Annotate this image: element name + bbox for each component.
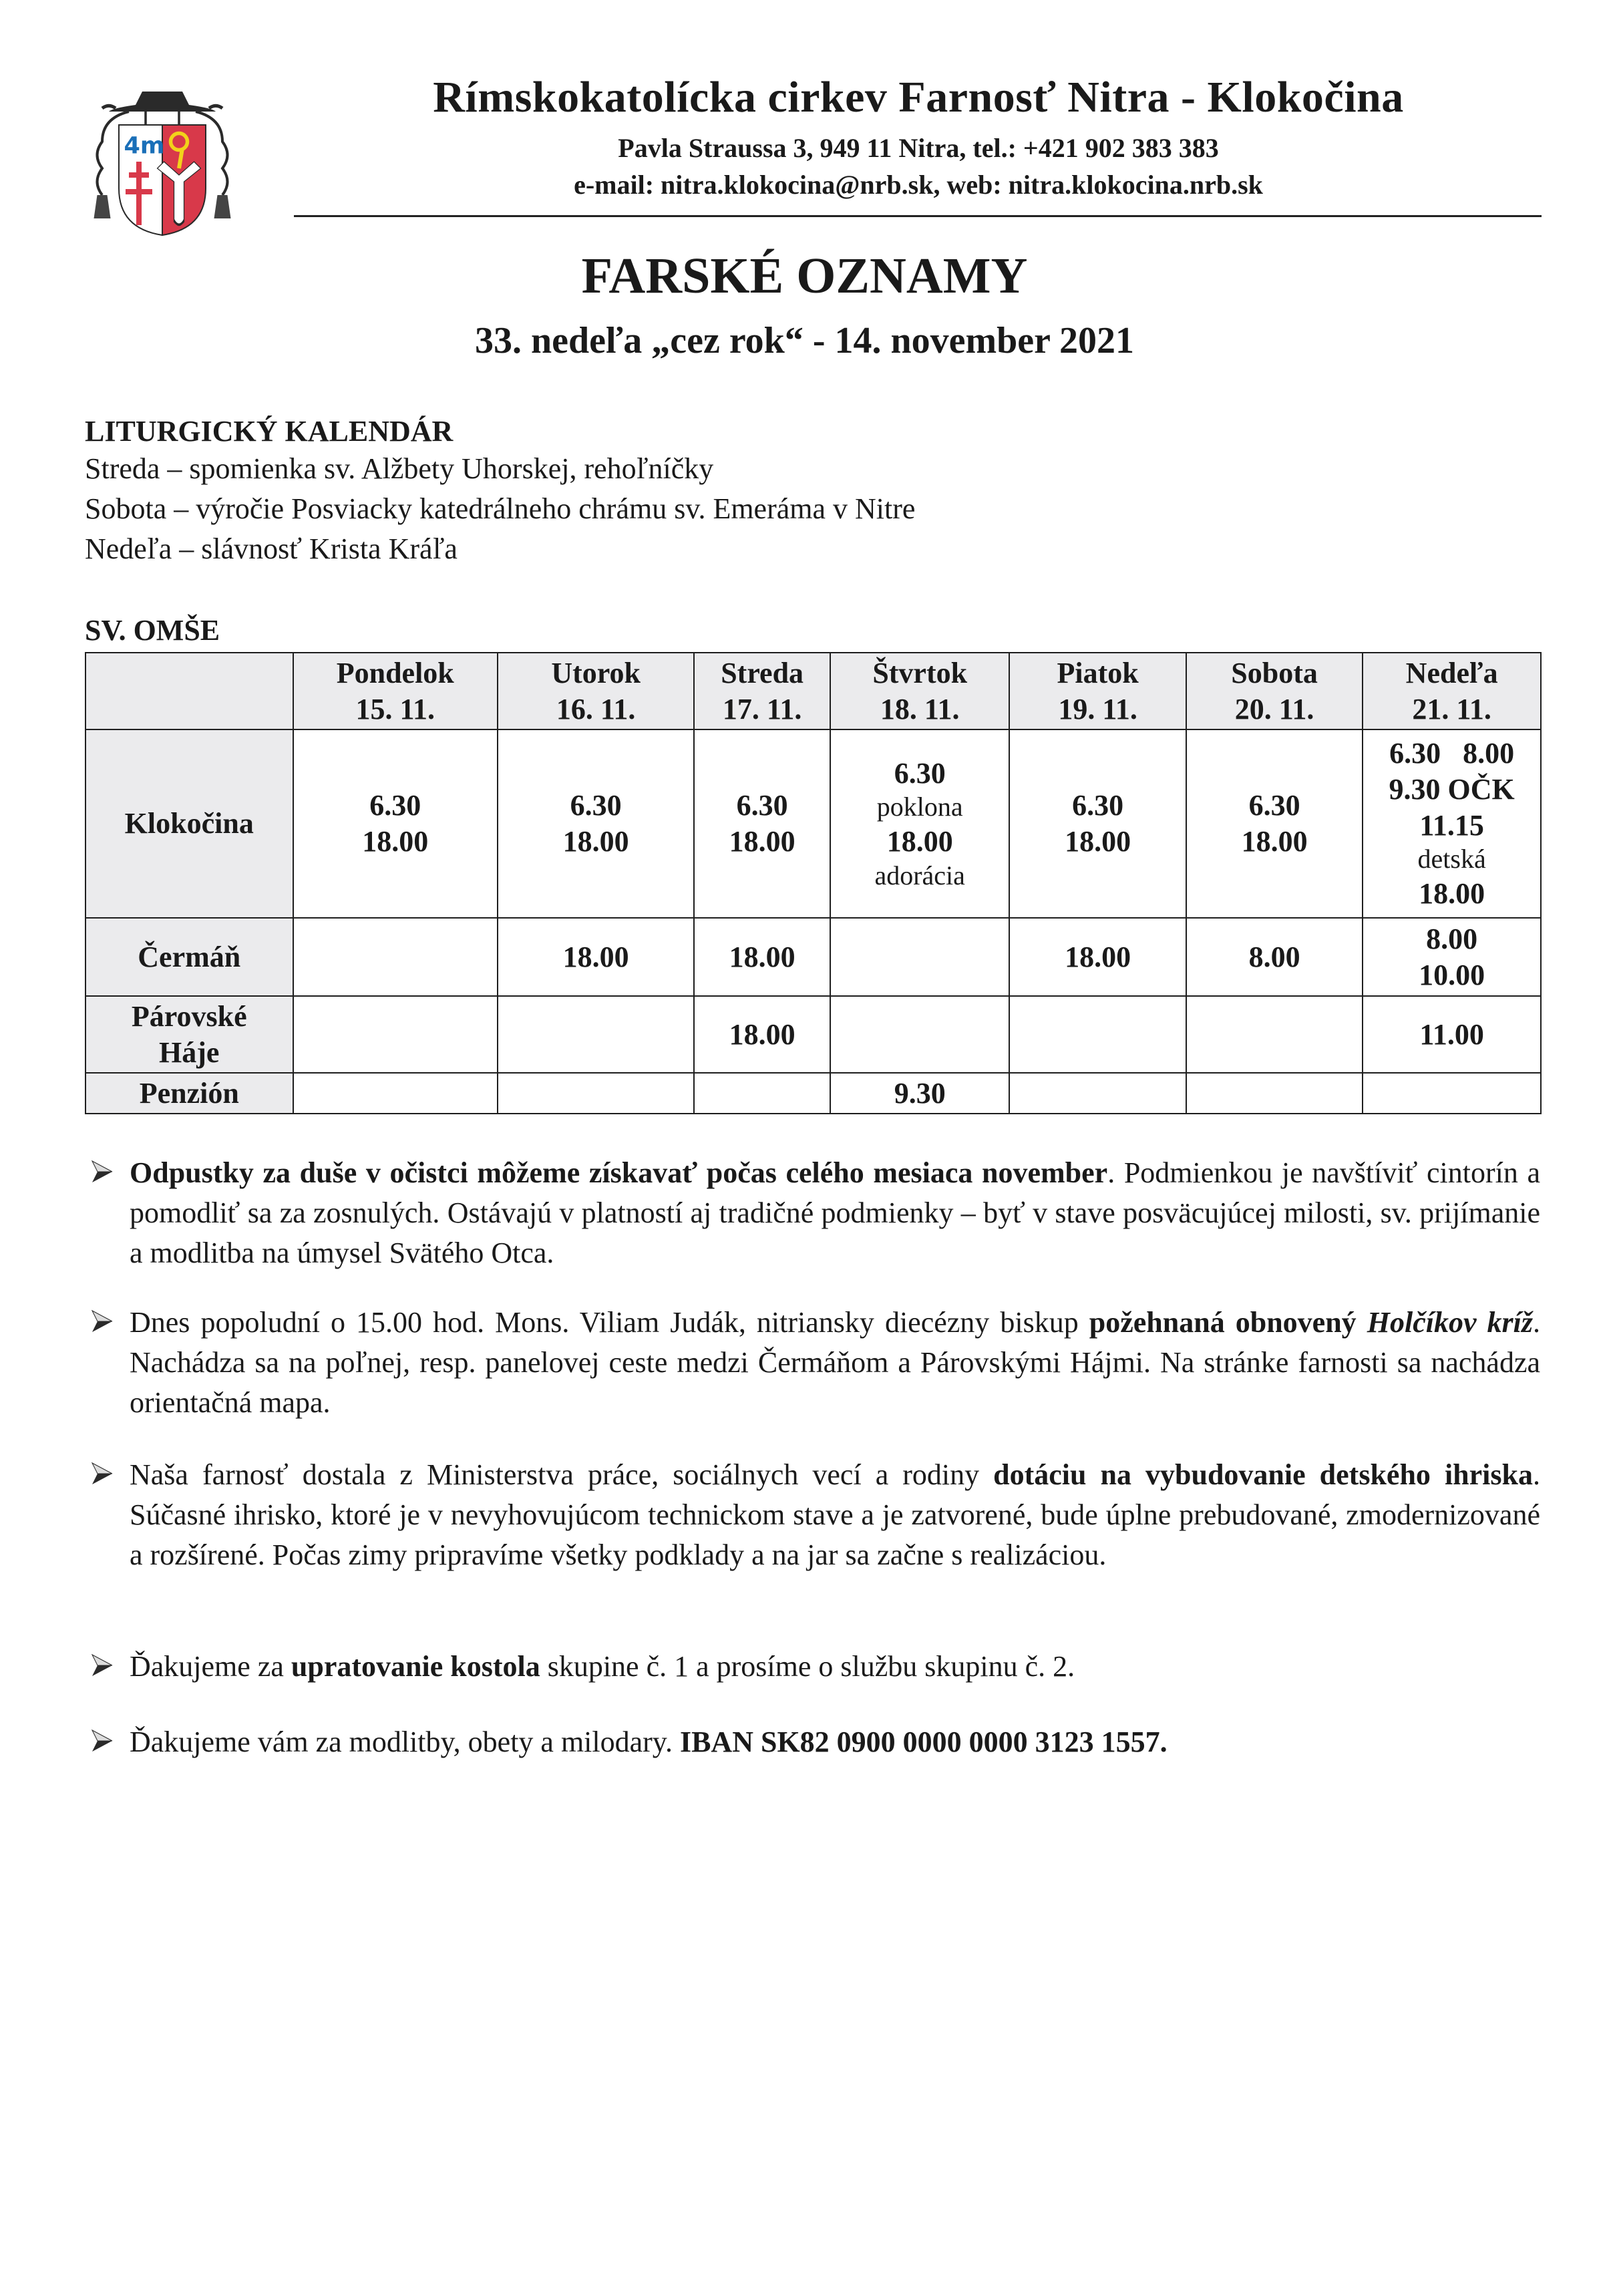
mass-cell (830, 1073, 1009, 1114)
mass-time: 10.00 (1419, 958, 1485, 991)
mass-cell (1186, 729, 1363, 918)
date-label: 17. 11. (722, 692, 802, 725)
place-cell (85, 996, 293, 1073)
mass-cell (498, 918, 694, 996)
mass-time: 9.30 OČK (1389, 772, 1515, 806)
mass-cell (694, 996, 830, 1073)
mass-cell (694, 918, 830, 996)
mass-time: 6.30 (1248, 789, 1300, 822)
arrowhead-bullet-icon (91, 1460, 114, 1487)
day-label: Štvrtok (872, 656, 968, 689)
mass-time: 18.00 (1419, 877, 1485, 911)
mass-schedule-table (85, 652, 1542, 1114)
place-cell: Čermáň (85, 918, 293, 996)
announcement-text (130, 1722, 1540, 1762)
column-header-tuesday (498, 653, 694, 729)
table-row-penzion (85, 1073, 1541, 1114)
table-corner-cell (85, 653, 293, 729)
arrowhead-bullet-icon (91, 1728, 114, 1754)
announcement-body: skupine č. 1 a prosíme o službu skupinu č. 2. (540, 1650, 1075, 1683)
announcement-item (91, 1455, 1540, 1575)
organization-contact: e-mail: nitra.klokocina@nrb.sk, web: nitra.klokocina.nrb.sk (574, 170, 1263, 200)
announcement-item (91, 1647, 1540, 1687)
arrowhead-bullet-icon (91, 1158, 114, 1185)
mass-cell (830, 996, 1009, 1073)
announcement-emphasis: požehnaná obnovený (1089, 1306, 1357, 1339)
mass-cell (498, 996, 694, 1073)
mass-cell (293, 729, 498, 918)
announcement-body: Dnes popoludní o 15.00 hod. Mons. Viliam Judák, nitriansky diecézny biskup (130, 1306, 1089, 1339)
parish-coat-of-arms-icon (79, 75, 246, 242)
mass-note: poklona (876, 792, 963, 822)
announcement-item (91, 1303, 1540, 1423)
announcement-body: Ďakujeme vám za modlitby, obety a milodary. (130, 1726, 680, 1758)
announcement-text (130, 1455, 1540, 1575)
header-divider (294, 215, 1542, 217)
mass-time: 18.00 (729, 825, 795, 858)
table-row-klokocina (85, 729, 1541, 918)
mass-time: 6.30 8.00 (1389, 737, 1515, 770)
liturgical-calendar-item: Streda – spomienka sv. Alžbety Uhorskej, rehoľníčky (85, 452, 714, 485)
mass-time: 6.30 (894, 756, 946, 790)
date-label: 15. 11. (355, 692, 435, 725)
mass-cell (1186, 918, 1363, 996)
announcement-italic: Holčíkov kríž (1367, 1306, 1534, 1339)
announcement-body: Ďakujeme za (130, 1650, 291, 1683)
mass-time: 8.00 (1248, 940, 1300, 973)
mass-cell (293, 1073, 498, 1114)
date-label: 19. 11. (1058, 692, 1137, 725)
masses-heading: SV. OMŠE (85, 614, 220, 647)
mass-time: 11.15 (1419, 808, 1484, 842)
mass-cell (830, 918, 1009, 996)
day-label: Pondelok (336, 656, 454, 689)
column-header-thursday (830, 653, 1009, 729)
date-label: 20. 11. (1234, 692, 1314, 725)
place-cell: Klokočina (85, 729, 293, 918)
mass-time: 18.00 (1065, 825, 1131, 858)
mass-cell (1186, 996, 1363, 1073)
mass-time: 6.30 (369, 789, 421, 822)
place-cell: Penzión (85, 1073, 293, 1114)
place-label: Párovské (131, 999, 247, 1033)
mass-cell (694, 1073, 830, 1114)
mass-time: 18.00 (362, 825, 429, 858)
mass-cell (293, 996, 498, 1073)
liturgical-calendar-item: Sobota – výročie Posviacky katedrálneho chrámu sv. Emeráma v Nitre (85, 492, 916, 525)
announcement-item (91, 1153, 1540, 1273)
column-header-sunday (1363, 653, 1541, 729)
mass-time: 6.30 (570, 789, 622, 822)
column-header-wednesday (694, 653, 830, 729)
announcement-body: . Súčasné ihrisko, ktoré je v nevyhovujúcom technickom stave a je zatvorené, bude úplne prebudované, zmodernizované a rozšírené. Počas zimy pripravíme všetky podklady a na jar sa začne s realizáciou. (130, 1458, 1540, 1571)
mass-cell (1009, 996, 1186, 1073)
arrowhead-bullet-icon (91, 1652, 114, 1679)
mass-time: 6.30 (1072, 789, 1124, 822)
organization-address: Pavla Straussa 3, 949 11 Nitra, tel.: +421 902 383 383 (618, 133, 1219, 163)
announcement-emphasis: IBAN SK82 0900 0000 0000 3123 1557. (679, 1726, 1168, 1758)
announcement-body: Naša farnosť dostala z Ministerstva práce, sociálnych vecí a rodiny (130, 1458, 994, 1491)
mass-cell (498, 1073, 694, 1114)
column-header-monday (293, 653, 498, 729)
mass-cell (498, 729, 694, 918)
mass-time: 11.00 (1419, 1017, 1484, 1051)
mass-cell (293, 918, 498, 996)
day-label: Sobota (1231, 656, 1318, 689)
date-label: 16. 11. (556, 692, 636, 725)
mass-time: 18.00 (1241, 825, 1308, 858)
announcement-item (91, 1722, 1540, 1762)
announcement-emphasis: Odpustky za duše v očistci môžeme získavať počas celého mesiaca november (130, 1156, 1108, 1189)
mass-cell (1363, 918, 1541, 996)
mass-cell (830, 729, 1009, 918)
mass-time: 8.00 (1426, 922, 1478, 955)
column-header-saturday (1186, 653, 1363, 729)
mass-cell (1363, 1073, 1541, 1114)
table-row-cerman (85, 918, 1541, 996)
mass-cell (1009, 729, 1186, 918)
announcement-text (130, 1647, 1540, 1687)
day-label: Utorok (551, 656, 641, 689)
mass-cell (1009, 918, 1186, 996)
column-header-friday (1009, 653, 1186, 729)
arrowhead-bullet-icon (91, 1308, 114, 1335)
day-label: Nedeľa (1405, 656, 1498, 689)
svg-text:4m: 4m (124, 132, 165, 160)
mass-note: detská (1417, 844, 1486, 874)
mass-time: 18.00 (1065, 940, 1131, 973)
mass-time: 6.30 (736, 789, 788, 822)
mass-cell (1186, 1073, 1363, 1114)
document-title: FARSKÉ OZNAMY (581, 248, 1028, 304)
announcement-emphasis: upratovanie kostola (291, 1650, 540, 1683)
place-label: Háje (159, 1035, 220, 1069)
mass-cell (694, 729, 830, 918)
announcement-body: . Podmienkou je navštíviť cintorín a pomodliť sa za zosnulých. Ostávajú v platností aj tradičné podmienky – byť v stave posväcujúcej milosti, sv. prijímanie a modlitba na úmysel Svätého Otca. (130, 1156, 1540, 1269)
announcement-text (130, 1153, 1540, 1273)
announcement-text (130, 1303, 1540, 1423)
mass-time: 18.00 (729, 940, 795, 973)
document-subtitle: 33. nedeľa „cez rok“ - 14. november 2021 (475, 320, 1134, 361)
mass-cell (1363, 996, 1541, 1073)
mass-time: 9.30 (894, 1076, 946, 1110)
liturgical-calendar-heading: LITURGICKÝ KALENDÁR (85, 415, 454, 448)
table-header-row (85, 653, 1541, 729)
table-row-parovske-haje (85, 996, 1541, 1073)
mass-note: adorácia (874, 860, 965, 890)
mass-time: 18.00 (729, 1017, 795, 1051)
mass-time: 18.00 (562, 940, 629, 973)
day-label: Streda (721, 656, 804, 689)
announcement-emphasis: dotáciu na vybudovanie detského ihriska (993, 1458, 1533, 1491)
organization-title: Rímskokatolícka cirkev Farnosť Nitra - Klokočina (433, 73, 1404, 122)
mass-cell (1363, 729, 1541, 918)
mass-cell (1009, 1073, 1186, 1114)
mass-time: 18.00 (562, 825, 629, 858)
day-label: Piatok (1057, 656, 1139, 689)
date-label: 21. 11. (1412, 692, 1491, 725)
mass-time: 18.00 (886, 825, 953, 858)
date-label: 18. 11. (880, 692, 960, 725)
announcement-body: . Nachádza sa na poľnej, resp. panelovej ceste medzi Čermáňom a Párovskými Hájmi. Na stránke farnosti sa nachádza orientačná mapa. (130, 1306, 1541, 1419)
liturgical-calendar-item: Nedeľa – slávnosť Krista Kráľa (85, 532, 458, 565)
